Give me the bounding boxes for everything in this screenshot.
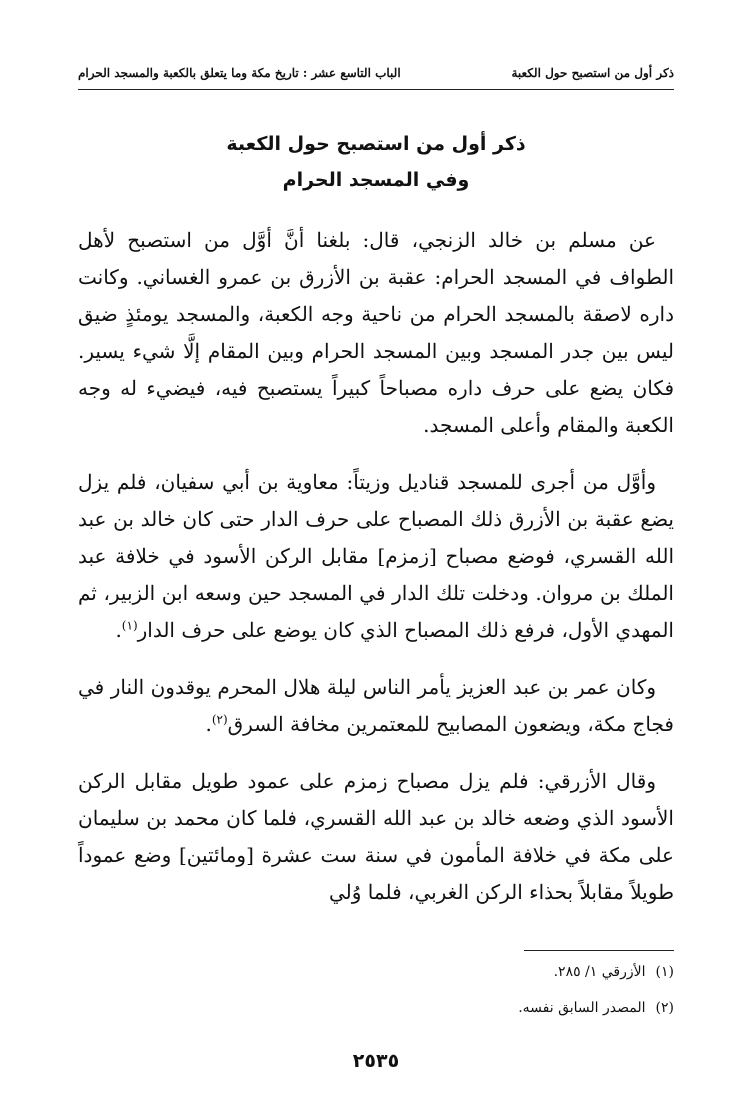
paragraph (78, 763, 674, 911)
footnote-number: (٢) (655, 1000, 674, 1016)
paragraph-text: وقال الأزرقي: فلم يزل مصباح زمزم على عمود طويل مقابل الركن الأسود الذي وضعه خالد بن عبد الله القسري، فلما كان محمد بن سليمان على مكة في خلافة المأمون في سنة ست عشرة [ومائتين] وضع عموداً طويلاً مقابلاً بحذاء الركن الغربي، فلما وُلي (78, 769, 674, 904)
section-title (78, 126, 674, 198)
footnote-reference[interactable]: (٢) (211, 712, 228, 727)
page-number: ٢٥٣٥ (352, 1050, 400, 1072)
paragraph (78, 669, 674, 743)
footnote (78, 996, 674, 1020)
running-header (78, 62, 674, 84)
book-page (78, 0, 674, 1120)
footnote (78, 960, 674, 984)
paragraph-text: وكان عمر بن عبد العزيز يأمر الناس ليلة هلال المحرم يوقدون النار في فجاج مكة، ويضعون المصابيح للمعتمرين مخافة السرق (78, 675, 674, 736)
section-title-line-1: ذكر أول من استصبح حول الكعبة (226, 133, 526, 155)
paragraph-end: . (205, 712, 212, 736)
paragraph-text: عن مسلم بن خالد الزنجي، قال: بلغنا أنَّ أوَّل من استصبح لأهل الطواف في المسجد الحرام: عقبة بن الأزرق بن عمرو الغساني. وكانت داره لاصقة بالمسجد الحرام من ناحية وجه الكعبة، والمسجد يومئذٍ ضيق ليس بين جدر المسجد وبين المسجد الحرام وبين المقام إلَّا شيء يسير. فكان يضع على حرف داره مصباحاً كبيراً يستصبح فيه، فيضيء له وجه الكعبة والمقام وأعلى المسجد. (78, 228, 674, 437)
footnote-divider (524, 950, 674, 951)
paragraph (78, 222, 674, 444)
body-text (78, 222, 674, 931)
footnote-text: الأزرقي ١/ ٢٨٥. (553, 964, 646, 980)
paragraph-end: . (115, 618, 122, 642)
header-divider (78, 89, 674, 90)
section-title-line-2: وفي المسجد الحرام (282, 169, 470, 191)
footnote-number: (١) (655, 964, 674, 980)
footnote-text: المصدر السابق نفسه. (518, 1000, 646, 1016)
footnotes (78, 960, 674, 1032)
paragraph (78, 464, 674, 649)
paragraph-text: وأوَّل من أجرى للمسجد قناديل وزيتاً: معاوية بن أبي سفيان، فلم يزل يضع عقبة بن الأزرق ذلك المصباح على حرف الدار حتى كان خالد بن عبد الله القسري، فوضع مصباح [زمزم] مقابل الركن الأسود في خلافة عبد الملك بن مروان. ودخلت تلك الدار في المسجد حين وسعه ابن الزبير، ثم المهدي الأول، فرفع ذلك المصباح الذي كان يوضع على حرف الدار (78, 470, 674, 642)
header-chapter-title: الباب التاسع عشر : تاريخ مكة وما يتعلق بالكعبة والمسجد الحرام (78, 66, 401, 80)
footnote-reference[interactable]: (١) (121, 618, 138, 633)
header-section-title: ذكر أول من استصبح حول الكعبة (511, 66, 674, 80)
